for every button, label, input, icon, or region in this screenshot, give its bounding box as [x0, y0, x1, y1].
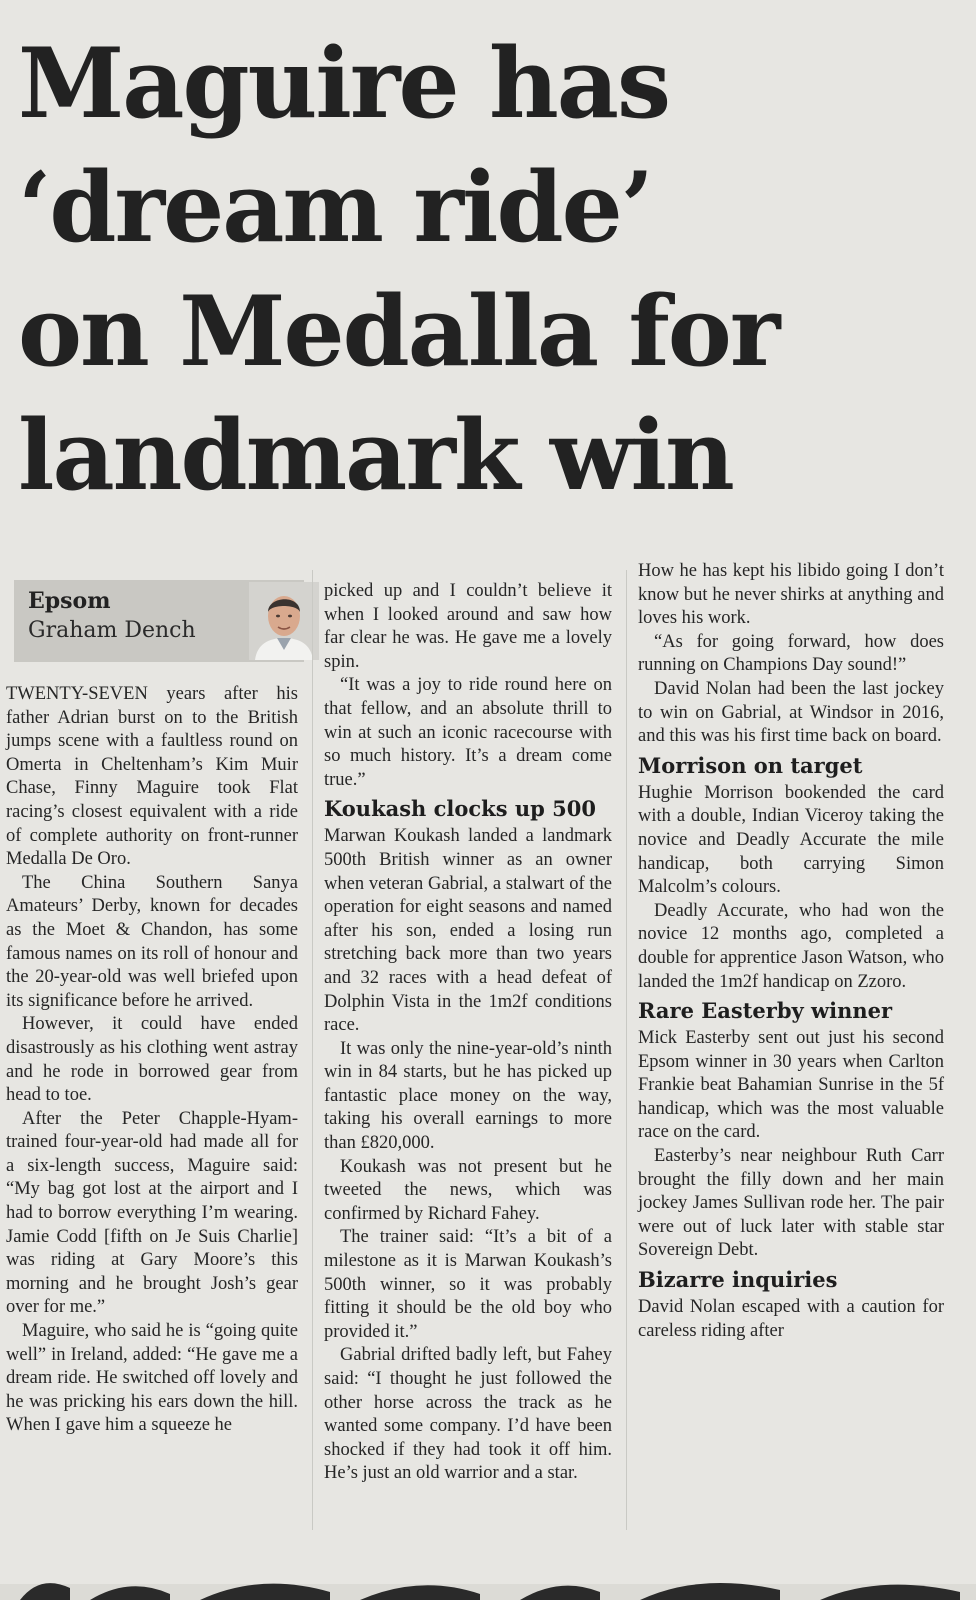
author-portrait-icon	[249, 582, 319, 660]
subheading: Koukash clocks up 500	[324, 796, 596, 822]
paragraph: How he has kept his libido going I don’t know but he never shirks at anything and loves his work.	[638, 561, 944, 629]
headline	[18, 22, 968, 518]
column-rule	[312, 570, 313, 1530]
paragraph: Koukash was not present but he tweeted the news, which was confirmed by Richard Fahey.	[324, 1156, 612, 1224]
paragraph: However, it could have ended disastrously as his clothing went astray and he rode in borrowed gear from head to toe.	[6, 1014, 298, 1106]
paragraph: Easterby’s near neighbour Ruth Carr brought the filly down and her main jockey James Sullivan rode her. The pair were out of luck later with stable star Sovereign Debt.	[638, 1146, 944, 1261]
paragraph: picked up and I couldn’t believe it when I looked around and saw how far clear he was. He gave me a lovely spin.	[324, 581, 612, 672]
article-column-1	[6, 683, 298, 1438]
headline-line-1: Maguire has	[18, 27, 669, 140]
paragraph: David Nolan escaped with a caution for careless riding after	[638, 1297, 944, 1341]
next-article-headline-fragment	[0, 1570, 976, 1600]
paragraph: “As for going forward, how does running on Champions Day sound!”	[638, 631, 944, 676]
paragraph: The China Southern Sanya Amateurs’ Derby, known for decades as the Moet & Chandon, has some famous names on its roll of honour and the 20-year-old was well briefed upon its significance before he arrived.	[6, 872, 298, 1011]
paragraph: Mick Easterby sent out just his second Epsom winner in 30 years when Carlton Frankie beat Bahamian Sunrise in the 5f handicap, which was the most valuable race on the card.	[638, 1028, 944, 1143]
byline-place: Epsom	[28, 588, 111, 614]
paragraph: Maguire, who said he is “going quite well” in Ireland, added: “He gave me a dream ride. He switched off lovely and he was pricking his ears down the hill. When I gave him a squeeze he	[6, 1321, 298, 1436]
article-column-2	[324, 580, 612, 1486]
paragraph: It was only the nine-year-old’s ninth win in 84 starts, but he has picked up fantastic place money on the way, taking his overall earnings to more than £820,000.	[324, 1038, 612, 1154]
column-rule	[626, 570, 627, 1530]
paragraph: The trainer said: “It’s a bit of a milestone as it is Marwan Koukash’s 500th winner, so it was probably fitting it should be the old boy who provided it.”	[324, 1227, 612, 1342]
paragraph: Gabrial drifted badly left, but Fahey said: “I thought he just followed the other horse across the track as he wanted some company. I’d have been shocked if they had took it off him. He’s just an old warrior and a star.	[324, 1345, 612, 1484]
subheading: Rare Easterby winner	[638, 998, 893, 1024]
headline-line-4: landmark win	[18, 399, 733, 512]
headline-line-3: on Medalla for	[18, 275, 779, 388]
paragraph: “It was a joy to ride round here on that fellow, and an absolute thrill to win at such an iconic racecourse with so much history. It’s a dream come true.”	[324, 675, 612, 790]
headline-line-2: ‘dream ride’	[18, 151, 653, 264]
paragraph: Hughie Morrison bookended the card with a double, Indian Viceroy taking the novice and Deadly Accurate the mile handicap, both carrying Simon Malcolm’s colours.	[638, 782, 944, 898]
subheading: Morrison on target	[638, 752, 863, 778]
paragraph: Deadly Accurate, who had won the novice 12 months ago, completed a double for apprentice Jason Watson, who landed the 1m2f handicap on Zzoro.	[638, 900, 944, 992]
paragraph: David Nolan had been the last jockey to win on Gabrial, at Windsor in 2016, and this was his first time back on board.	[638, 678, 944, 747]
paragraph: TWENTY-SEVEN years after his father Adrian burst on to the British jumps scene with a faultless round on Omerta in Cheltenham’s Kim Muir Chase, Finny Maguire took Flat racing’s closest equivalent with a ride of complete authority on front-runner Medalla De Oro.	[6, 684, 298, 870]
byline-box	[14, 580, 304, 662]
subheading: Bizarre inquiries	[638, 1267, 838, 1293]
paragraph: After the Peter Chapple-Hyam-trained four-year-old had made all for a six-length success, Maguire said: “My bag got lost at the airport and I had to borrow everything I’m wearing. Jamie Codd [fifth on Je Suis Charlie] was riding at Gary Moore’s this morning and he brought Josh’s gear over for me.”	[6, 1108, 298, 1318]
article-column-3	[638, 560, 944, 1343]
byline-author: Graham Dench	[28, 618, 196, 643]
paragraph: Marwan Koukash landed a landmark 500th British winner as an owner when veteran Gabrial, a stalwart of the operation for eight seasons and named after his son, ended a losing run stretching back more than two years and 32 races with a head defeat of Dolphin Vista in the 1m2f conditions race.	[324, 826, 612, 1036]
